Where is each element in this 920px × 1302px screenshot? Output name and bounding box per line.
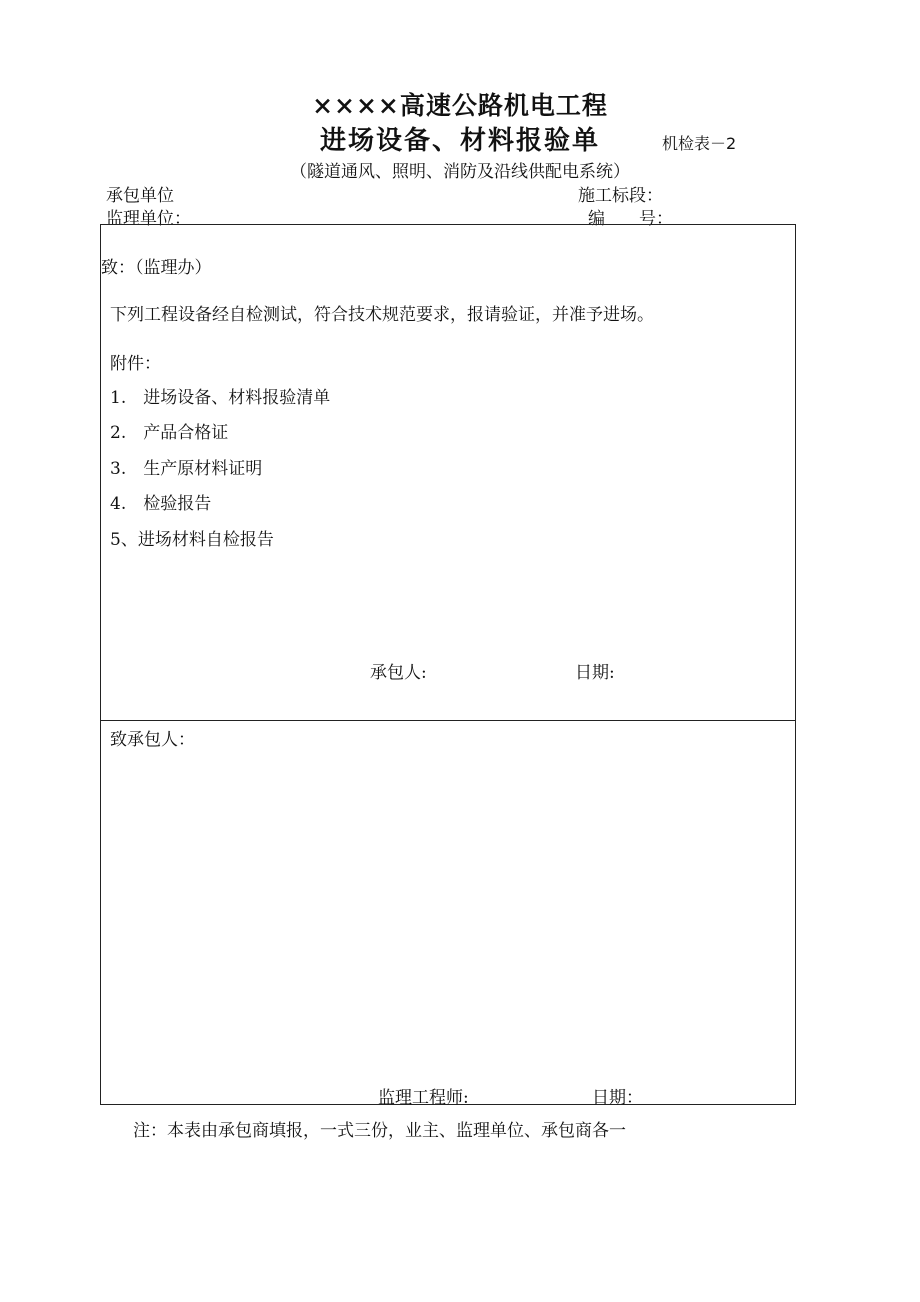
- form-number: 机检表－2: [662, 134, 737, 153]
- supervisor-date-label: 日期：: [592, 1088, 643, 1108]
- document-title: ××××高速公路机电工程: [312, 91, 608, 120]
- attachment-item: 5、进场材料自检报告: [110, 530, 274, 550]
- supervisor-signature-label: 监理工程师:: [378, 1088, 469, 1108]
- contractor-date-label: 日期:: [575, 663, 615, 683]
- reply-recipient: 致承包人：: [110, 730, 195, 750]
- section-divider: [101, 720, 795, 721]
- attachment-item: 4. 检验报告: [110, 494, 212, 514]
- form-body: [100, 224, 796, 1108]
- attachment-item: 1. 进场设备、材料报验清单: [110, 388, 331, 408]
- attachment-item: 3. 生产原材料证明: [110, 459, 263, 479]
- section-label: 施工标段：: [578, 186, 663, 206]
- attachment-item: 2. 产品合格证: [110, 423, 229, 443]
- attachments-label: 附件：: [110, 354, 161, 374]
- contractor-signature-label: 承包人:: [370, 663, 427, 683]
- serial-number-label: 编 号：: [588, 209, 673, 229]
- contractor-label: 承包单位: [106, 186, 174, 206]
- form-subtitle: （隧道通风、照明、消防及沿线供配电系统）: [290, 162, 630, 182]
- footer-note: 注：本表由承包商填报，一式三份，业主、监理单位、承包商各一: [133, 1121, 626, 1141]
- request-recipient: 致：（监理办）: [101, 258, 212, 278]
- supervisor-label: 监理单位：: [106, 209, 191, 229]
- request-statement: 下列工程设备经自检测试，符合技术规范要求，报请验证，并准予进场。: [110, 305, 654, 325]
- form-title: 进场设备、材料报验单: [319, 126, 600, 156]
